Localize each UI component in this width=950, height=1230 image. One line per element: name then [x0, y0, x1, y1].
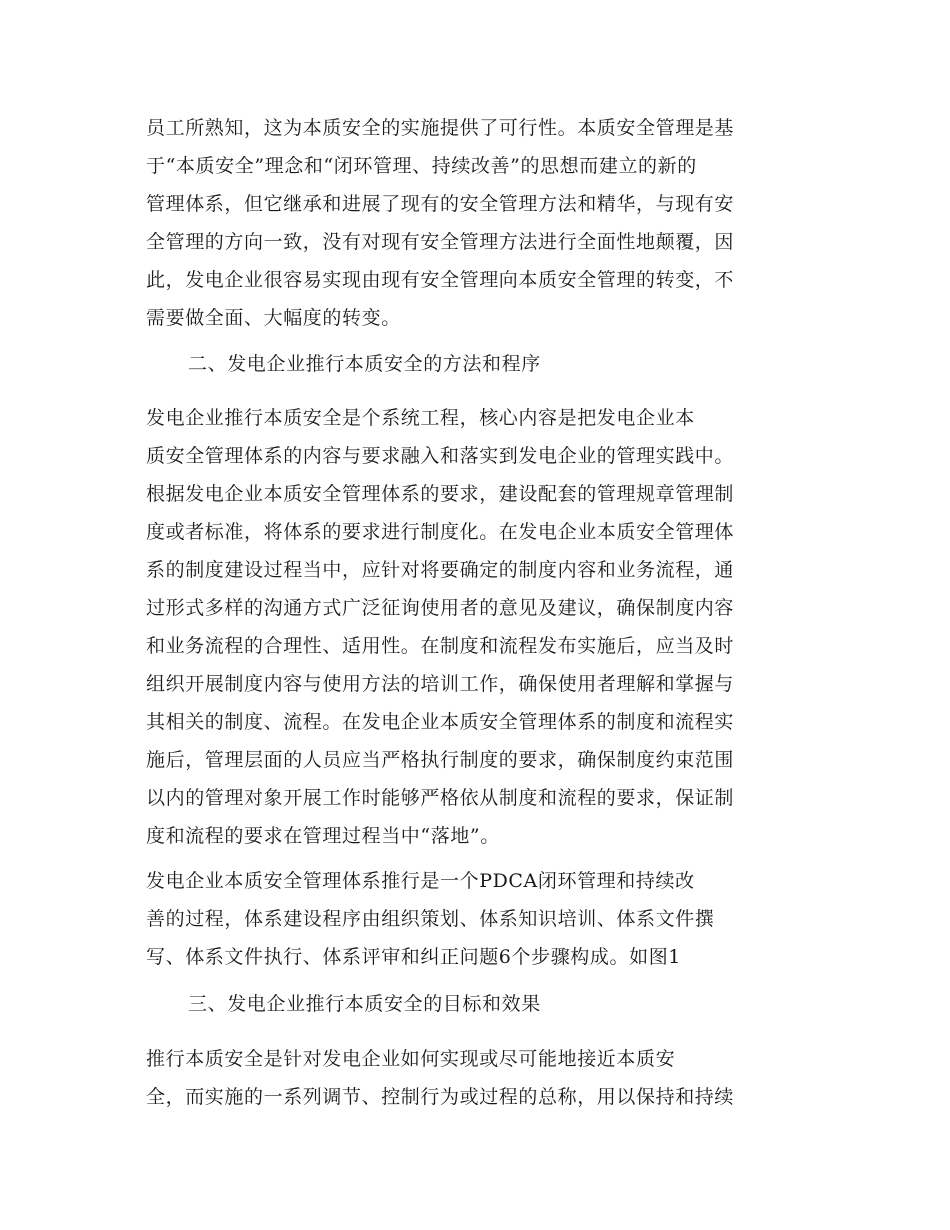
- section-heading-3: 三、发电企业推行本质安全的目标和效果: [188, 993, 541, 1015]
- paragraph-goal: 推行本质安全是针对发电企业如何实现或尽可能地接近本质安 全，而实施的一系列调节、控制行为或过程的总称，用以保持和持续: [146, 1048, 735, 1108]
- paragraph-pdca: 发电企业本质安全管理体系推行是一个PDCA闭环管理和持续改 善的过程，体系建设程序由组织策划、体系知识培训、体系文件撰 写、体系文件执行、体系评审和纠正问题6个步骤构成。如图1: [146, 870, 715, 968]
- paragraph-continuation: 员工所熟知，这为本质安全的实施提供了可行性。本质安全管理是基 于“本质安全”理念和“闭环管理、持续改善”的思想而建立的新的 管理体系，但它继承和进展了现有的安全管理方法和精华，与现有安 全管理的方向一致，没有对现有安全管理方法进行全面性地颠覆，因 此，发电企业很容易实现由现有安全管理向本质安全管理的转变，不 需要做全面、大幅度的转变。: [146, 117, 735, 329]
- section-heading-2: 二、发电企业推行本质安全的方法和程序: [188, 353, 541, 375]
- paragraph-method: 发电企业推行本质安全是个系统工程，核心内容是把发电企业本 质安全管理体系的内容与要求融入和落实到发电企业的管理实践中。 根据发电企业本质安全管理体系的要求，建设配套的管理规章管理制 度或者标准，将体系的要求进行制度化。在发电企业本质安全管理体 系的制度建设过程当中，应针对将要确定的制度内容和业务流程，通 过形式多样的沟通方式广泛征询使用者的意见及建议，确保制度内容 和业务流程的合理性、适用性。在制度和流程发布实施后，应当及时 组织开展制度内容与使用方法的培训工作，确保使用者理解和掌握与 其相关的制度、流程。在发电企业本质安全管理体系的制度和流程实 施后，管理层面的人员应当严格执行制度的要求，确保制度约束范围 以内的管理对象开展工作时能够严格依从制度和流程的要求，保证制 度和流程的要求在管理过程当中“落地”。: [146, 407, 735, 847]
